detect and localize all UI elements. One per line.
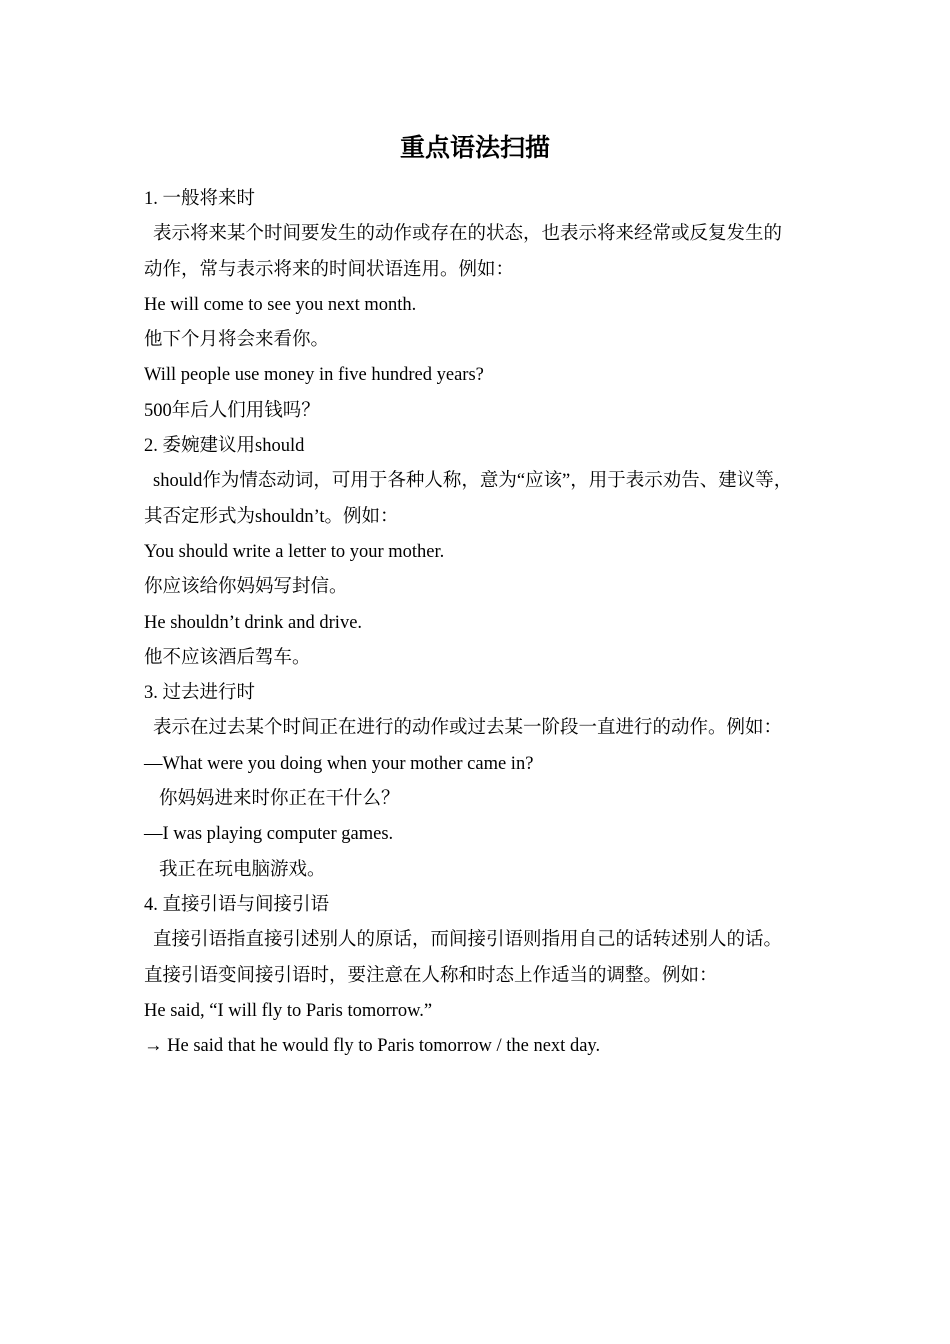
page-title: 重点语法扫描 bbox=[399, 135, 550, 162]
example-english: → He said that he would fly to Paris tomorrow / the next day. bbox=[144, 1036, 601, 1057]
paragraph-line: 直接引语指直接引述别人的原话，而间接引语则指用自己的话转述别人的话。 bbox=[153, 930, 783, 951]
paragraph-line: 表示将来某个时间要发生的动作或存在的状态，也表示将来经常或反复发生的 bbox=[153, 224, 783, 245]
paragraph-line: 其否定形式为shouldn’t。例如： bbox=[144, 506, 399, 527]
section-heading-2: 2. 委婉建议用should bbox=[144, 436, 305, 457]
section-heading-3: 3. 过去进行时 bbox=[144, 683, 256, 704]
paragraph-line: should作为情态动词，可用于各种人称，意为“应该”，用于表示劝告、建议等， bbox=[153, 471, 793, 492]
paragraph-line: 直接引语变间接引语时，要注意在人称和时态上作适当的调整。例如： bbox=[144, 965, 718, 986]
example-english: Will people use money in five hundred years? bbox=[144, 365, 484, 386]
example-english: He will come to see you next month. bbox=[144, 294, 417, 315]
section-heading-4: 4. 直接引语与间接引语 bbox=[144, 894, 330, 915]
example-english: He shouldn’t drink and drive. bbox=[144, 612, 363, 633]
example-english: You should write a letter to your mother. bbox=[144, 541, 445, 562]
example-english: —I was playing computer games. bbox=[144, 824, 394, 845]
paragraph-line: 表示在过去某个时间正在进行的动作或过去某一阶段一直进行的动作。例如： bbox=[153, 718, 783, 739]
example-chinese: 500年后人们用钱吗？ bbox=[144, 400, 320, 421]
example-chinese: 他不应该酒后驾车。 bbox=[144, 647, 311, 668]
example-english: —What were you doing when your mother came in? bbox=[144, 753, 534, 774]
example-chinese: 我正在玩电脑游戏。 bbox=[159, 859, 326, 880]
paragraph-line: 动作，常与表示将来的时间状语连用。例如： bbox=[144, 259, 515, 280]
example-english: He said, “I will fly to Paris tomorrow.” bbox=[144, 1000, 433, 1021]
document-body bbox=[144, 182, 814, 1064]
example-chinese: 他下个月将会来看你。 bbox=[144, 330, 330, 351]
example-chinese: 你妈妈进来时你正在干什么？ bbox=[159, 789, 400, 810]
example-chinese: 你应该给你妈妈写封信。 bbox=[144, 577, 348, 598]
section-heading-1: 1. 一般将来时 bbox=[144, 189, 256, 209]
